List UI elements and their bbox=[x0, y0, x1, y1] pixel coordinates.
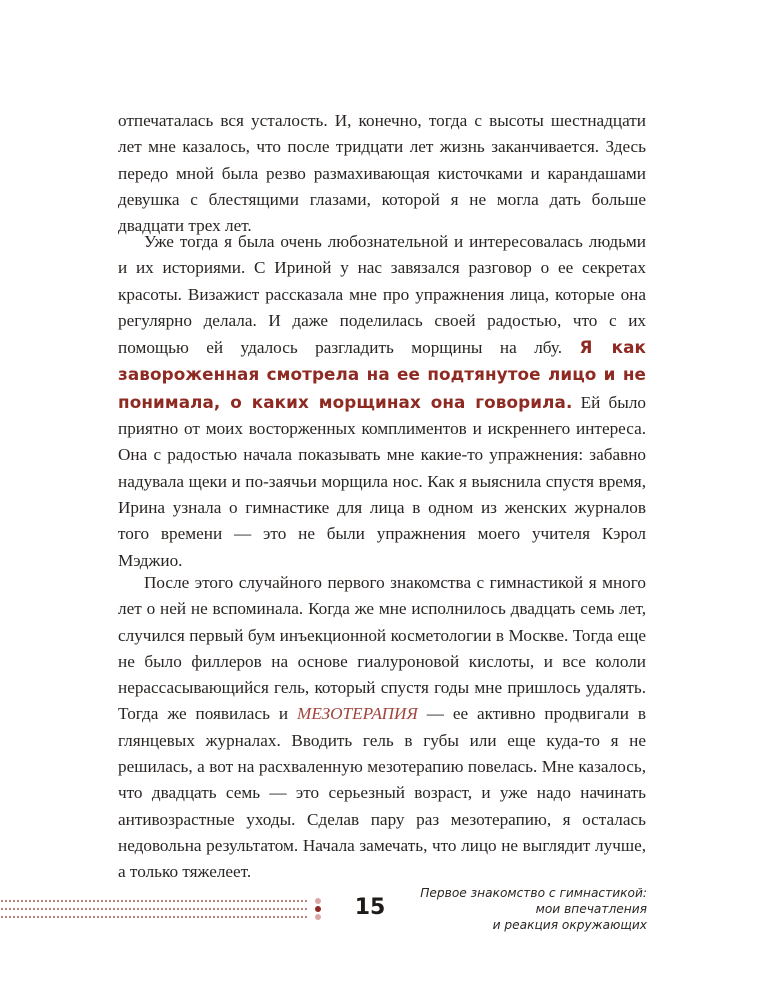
footer-dot bbox=[9, 916, 11, 918]
footer-dot bbox=[49, 900, 51, 902]
footer-dot bbox=[73, 908, 75, 910]
footer-dot bbox=[249, 908, 251, 910]
footer-dot bbox=[157, 900, 159, 902]
footer-dot bbox=[37, 900, 39, 902]
footer-dot bbox=[273, 908, 275, 910]
footer-dot bbox=[129, 900, 131, 902]
footer-dot bbox=[269, 900, 271, 902]
footer-dot bbox=[21, 916, 23, 918]
footer-dot bbox=[237, 900, 239, 902]
footer-dot bbox=[13, 916, 15, 918]
footer-dot bbox=[253, 900, 255, 902]
footer-dot bbox=[201, 908, 203, 910]
footer-dot bbox=[21, 908, 23, 910]
footer-dot bbox=[205, 916, 207, 918]
footer-dot bbox=[5, 916, 7, 918]
footer-dot bbox=[153, 916, 155, 918]
footer-dot bbox=[221, 900, 223, 902]
running-head bbox=[387, 885, 647, 933]
footer-dot bbox=[161, 916, 163, 918]
footer-dot bbox=[209, 908, 211, 910]
footer-dot bbox=[81, 908, 83, 910]
footer-dot bbox=[293, 900, 295, 902]
footer-dot bbox=[41, 916, 43, 918]
footer-dot bbox=[149, 900, 151, 902]
footer-dot bbox=[61, 916, 63, 918]
glossary-term-mesotherapy: МЕЗОТЕРАПИЯ bbox=[297, 704, 418, 724]
footer-dot bbox=[101, 908, 103, 910]
footer-dot bbox=[101, 916, 103, 918]
footer-dot bbox=[53, 900, 55, 902]
footer-dot bbox=[73, 900, 75, 902]
footer-dot bbox=[197, 900, 199, 902]
footer-dot bbox=[261, 900, 263, 902]
footer-dot bbox=[61, 900, 63, 902]
running-head-line-3: и реакция окружающих bbox=[492, 918, 647, 932]
footer-dot bbox=[177, 908, 179, 910]
footer-dot bbox=[125, 916, 127, 918]
footer-dot bbox=[25, 900, 27, 902]
running-head-line-2: мои впечатления bbox=[535, 902, 647, 916]
footer-dot bbox=[145, 908, 147, 910]
footer-dot bbox=[189, 916, 191, 918]
footer-dot bbox=[217, 908, 219, 910]
footer-dot bbox=[169, 916, 171, 918]
footer-dot bbox=[289, 900, 291, 902]
footer-dot bbox=[289, 916, 291, 918]
footer-dot bbox=[85, 900, 87, 902]
footer-dot bbox=[73, 916, 75, 918]
footer-dot bbox=[257, 908, 259, 910]
footer-dot bbox=[161, 908, 163, 910]
footer-dot bbox=[221, 916, 223, 918]
footer-dot bbox=[161, 900, 163, 902]
footer-dot bbox=[233, 916, 235, 918]
paragraph-2-text-end: Ей было приятно от моих восторженных комплиментов и искреннего интереса. Она с радостью начала показывать мне какие-то упражнения: забавно надувала щеки и по-заячьи морщила нос. Как я выяснила спустя время, Ирина узнала о гимнастике для лица в одном из женских журналов того времени — это не были упражнения моего учителя Кэрол Мэджио. bbox=[118, 392, 646, 570]
footer-dot bbox=[109, 908, 111, 910]
footer-dot bbox=[305, 900, 307, 902]
paragraph-3 bbox=[118, 570, 646, 886]
paragraph-1-text: отпечаталась вся усталость. И, конечно, тогда с высоты шестнадцати лет мне казалось, что после тридцати лет жизнь заканчивается. Здесь передо мной была резво размахивающая кисточками и карандашами девушка с блестящими глазами, которой я не могла дать больше двадцати трех лет. bbox=[118, 111, 646, 236]
paragraph-2 bbox=[118, 229, 646, 574]
footer-dot bbox=[5, 908, 7, 910]
footer-dot bbox=[169, 900, 171, 902]
footer-dot bbox=[249, 900, 251, 902]
footer-dot-ornament bbox=[0, 894, 326, 924]
footer-dot bbox=[13, 900, 15, 902]
footer-dot bbox=[105, 916, 107, 918]
footer-dot bbox=[201, 916, 203, 918]
footer-dot-large bbox=[315, 906, 321, 912]
paragraph-3-text-start: После этого случайного первого знакомства с гимнастикой я много лет о ней не вспоминала. Когда же мне исполнилось двадцать семь лет, случился первый бум инъекционной косметологии в Москве. Тогда еще не было филлеров на основе гиалуроновой кислоты, и все кололи нерассасывающийся гель, который спустя годы мне пришлось удалять. Тогда же появилась и bbox=[118, 573, 646, 724]
footer-dot bbox=[193, 916, 195, 918]
footer-dot bbox=[61, 908, 63, 910]
footer-dot bbox=[113, 916, 115, 918]
footer-dot bbox=[137, 916, 139, 918]
footer-dot bbox=[41, 908, 43, 910]
footer-dot bbox=[65, 908, 67, 910]
footer-dot bbox=[165, 900, 167, 902]
footer-dot bbox=[125, 908, 127, 910]
footer-dot bbox=[77, 908, 79, 910]
footer-dot bbox=[145, 916, 147, 918]
footer-dot bbox=[153, 900, 155, 902]
highlighted-quote: Я как завороженная смотрела на ее подтянутое лицо и не понимала, о каких морщинах она говорила. bbox=[118, 337, 646, 412]
footer-dot bbox=[57, 916, 59, 918]
footer-dot bbox=[237, 916, 239, 918]
footer-dot bbox=[225, 900, 227, 902]
footer-dot bbox=[69, 908, 71, 910]
running-head-line-1: Первое знакомство с гимнастикой: bbox=[420, 886, 647, 900]
footer-dot bbox=[293, 916, 295, 918]
footer-dot bbox=[97, 900, 99, 902]
footer-dot bbox=[117, 908, 119, 910]
footer-dot bbox=[213, 916, 215, 918]
footer-dot bbox=[137, 900, 139, 902]
footer-dot bbox=[113, 908, 115, 910]
footer-dot bbox=[129, 916, 131, 918]
footer-dot bbox=[269, 916, 271, 918]
footer-dot bbox=[305, 916, 307, 918]
footer-dot bbox=[97, 916, 99, 918]
footer-dot bbox=[213, 900, 215, 902]
footer-dot bbox=[101, 900, 103, 902]
footer-dot bbox=[189, 908, 191, 910]
footer-dot bbox=[121, 900, 123, 902]
footer-dot bbox=[29, 900, 31, 902]
footer-dot bbox=[265, 908, 267, 910]
footer-dot bbox=[229, 900, 231, 902]
footer-dot bbox=[305, 908, 307, 910]
footer-dot-large bbox=[315, 914, 321, 920]
footer-dot bbox=[121, 908, 123, 910]
footer-dot bbox=[297, 916, 299, 918]
footer-dot bbox=[197, 916, 199, 918]
footer-dot bbox=[105, 900, 107, 902]
paragraph-1 bbox=[118, 108, 646, 239]
footer-dot bbox=[297, 908, 299, 910]
footer-dot bbox=[245, 908, 247, 910]
footer-dot bbox=[65, 900, 67, 902]
footer-dot bbox=[9, 900, 11, 902]
footer-dot bbox=[21, 900, 23, 902]
footer-dot bbox=[185, 900, 187, 902]
footer-dot bbox=[141, 908, 143, 910]
footer-dot bbox=[133, 916, 135, 918]
footer-dot bbox=[249, 916, 251, 918]
footer-dot bbox=[197, 908, 199, 910]
footer-dot bbox=[49, 908, 51, 910]
footer-dot bbox=[37, 908, 39, 910]
footer-dot bbox=[269, 908, 271, 910]
footer-dot bbox=[45, 916, 47, 918]
footer-dot bbox=[89, 900, 91, 902]
footer-dot bbox=[289, 908, 291, 910]
footer-dot bbox=[233, 900, 235, 902]
paragraph-2-text-start: Уже тогда я была очень любознательной и интересовалась людьми и их историями. С Ириной у нас завязался разговор о ее секретах красоты. Визажист рассказала мне про упражнения лица, которые она регулярно делала. И даже поделилась своей радостью, что с их помощью ей удалось разгладить морщины на лбу. bbox=[118, 232, 646, 358]
footer-dot bbox=[217, 916, 219, 918]
footer-dot bbox=[281, 916, 283, 918]
footer-dot bbox=[17, 908, 19, 910]
footer-dot bbox=[89, 916, 91, 918]
footer-dot bbox=[157, 916, 159, 918]
footer-dot bbox=[53, 916, 55, 918]
footer-dot bbox=[173, 908, 175, 910]
footer-dot bbox=[85, 916, 87, 918]
footer-dot bbox=[273, 916, 275, 918]
footer-dot bbox=[301, 908, 303, 910]
footer-dot bbox=[201, 900, 203, 902]
footer-dot bbox=[109, 916, 111, 918]
page-number: 15 bbox=[354, 895, 386, 920]
footer-dot bbox=[29, 916, 31, 918]
footer-dot bbox=[33, 916, 35, 918]
footer-dot bbox=[137, 908, 139, 910]
footer-dot bbox=[45, 900, 47, 902]
footer-dot bbox=[5, 900, 7, 902]
footer-dot bbox=[281, 900, 283, 902]
footer-dot bbox=[45, 908, 47, 910]
footer-dot bbox=[17, 900, 19, 902]
footer-dot bbox=[33, 908, 35, 910]
footer-dot bbox=[285, 900, 287, 902]
footer-dot bbox=[57, 900, 59, 902]
footer-dot bbox=[241, 908, 243, 910]
footer-dot bbox=[281, 908, 283, 910]
footer-dot-large bbox=[315, 898, 321, 904]
footer-dot bbox=[69, 900, 71, 902]
footer-dot bbox=[169, 908, 171, 910]
footer-dot bbox=[229, 908, 231, 910]
footer-dot bbox=[1, 900, 3, 902]
footer-dot bbox=[141, 916, 143, 918]
footer-dot bbox=[85, 908, 87, 910]
footer-dot bbox=[193, 908, 195, 910]
footer-dot bbox=[233, 908, 235, 910]
footer-dot bbox=[301, 916, 303, 918]
footer-dot bbox=[205, 900, 207, 902]
footer-dot bbox=[225, 908, 227, 910]
footer-dot bbox=[213, 908, 215, 910]
footer-dot bbox=[297, 900, 299, 902]
paragraph-3-text-end: — ее активно продвигали в глянцевых журналах. Вводить гель в губы или еще куда-то я не решилась, а вот на расхваленную мезотерапию повелась. Мне казалось, что двадцать семь — это серьезный возраст, и уже надо начинать антивозрастные уходы. Сделав пару раз мезотерапию, я осталась недовольна результатом. Начала замечать, что лицо не выглядит лучше, а только тяжелеет. bbox=[118, 704, 646, 882]
footer-dot bbox=[1, 916, 3, 918]
footer-dot bbox=[261, 908, 263, 910]
footer-dot bbox=[117, 916, 119, 918]
footer-dot bbox=[237, 908, 239, 910]
footer-dot bbox=[273, 900, 275, 902]
footer-dot bbox=[181, 916, 183, 918]
footer-dot bbox=[157, 908, 159, 910]
footer-dot bbox=[77, 900, 79, 902]
footer-dot bbox=[301, 900, 303, 902]
footer-dot bbox=[77, 916, 79, 918]
footer-dot bbox=[141, 900, 143, 902]
footer-dot bbox=[209, 900, 211, 902]
footer-dot bbox=[13, 908, 15, 910]
footer-dot bbox=[117, 900, 119, 902]
footer-dot bbox=[9, 908, 11, 910]
footer-dot bbox=[185, 916, 187, 918]
footer-dot bbox=[257, 900, 259, 902]
footer-dot bbox=[217, 900, 219, 902]
footer-dot bbox=[241, 916, 243, 918]
footer-dot bbox=[129, 908, 131, 910]
footer-dot bbox=[165, 916, 167, 918]
footer-dot bbox=[57, 908, 59, 910]
footer-dot bbox=[149, 908, 151, 910]
footer-dot bbox=[33, 900, 35, 902]
footer-dot bbox=[17, 916, 19, 918]
footer-dot bbox=[241, 900, 243, 902]
footer-dot bbox=[153, 908, 155, 910]
footer-dot bbox=[93, 908, 95, 910]
footer-dot bbox=[109, 900, 111, 902]
footer-dot bbox=[37, 916, 39, 918]
footer-dot bbox=[69, 916, 71, 918]
footer-dot bbox=[149, 916, 151, 918]
footer-dot bbox=[261, 916, 263, 918]
footer-dot bbox=[81, 916, 83, 918]
footer-dot bbox=[221, 908, 223, 910]
footer-dot bbox=[97, 908, 99, 910]
footer-dot bbox=[1, 908, 3, 910]
footer-dot bbox=[145, 900, 147, 902]
footer-dot bbox=[193, 900, 195, 902]
footer-dot bbox=[133, 900, 135, 902]
footer-dot bbox=[41, 900, 43, 902]
footer-dot bbox=[173, 916, 175, 918]
footer-dot bbox=[185, 908, 187, 910]
footer-dot bbox=[285, 916, 287, 918]
footer-dot bbox=[173, 900, 175, 902]
footer-dot bbox=[89, 908, 91, 910]
footer-dot bbox=[65, 916, 67, 918]
footer-dot bbox=[25, 916, 27, 918]
footer-dot bbox=[125, 900, 127, 902]
footer-dot bbox=[277, 916, 279, 918]
footer-dot bbox=[25, 908, 27, 910]
footer-dot bbox=[225, 916, 227, 918]
footer-dot bbox=[165, 908, 167, 910]
footer-dot bbox=[53, 908, 55, 910]
footer-dot bbox=[245, 900, 247, 902]
footer-dot bbox=[277, 908, 279, 910]
footer-dot bbox=[205, 908, 207, 910]
footer-dot bbox=[277, 900, 279, 902]
footer-dot bbox=[93, 916, 95, 918]
footer-dot bbox=[133, 908, 135, 910]
footer-dot bbox=[229, 916, 231, 918]
footer-dot bbox=[181, 908, 183, 910]
footer-dot bbox=[265, 900, 267, 902]
footer-dot bbox=[181, 900, 183, 902]
footer-dot bbox=[121, 916, 123, 918]
footer-dot bbox=[29, 908, 31, 910]
footer-dot bbox=[209, 916, 211, 918]
footer-dot bbox=[245, 916, 247, 918]
footer-dot bbox=[265, 916, 267, 918]
footer-dot bbox=[81, 900, 83, 902]
footer-dot bbox=[285, 908, 287, 910]
footer-dot bbox=[293, 908, 295, 910]
footer-dot bbox=[253, 916, 255, 918]
footer-dot bbox=[49, 916, 51, 918]
footer-dot bbox=[177, 900, 179, 902]
footer-dot bbox=[105, 908, 107, 910]
footer-dot bbox=[257, 916, 259, 918]
footer-dot bbox=[189, 900, 191, 902]
footer-dot bbox=[177, 916, 179, 918]
footer-dot bbox=[253, 908, 255, 910]
footer-dot bbox=[113, 900, 115, 902]
footer-dot bbox=[93, 900, 95, 902]
